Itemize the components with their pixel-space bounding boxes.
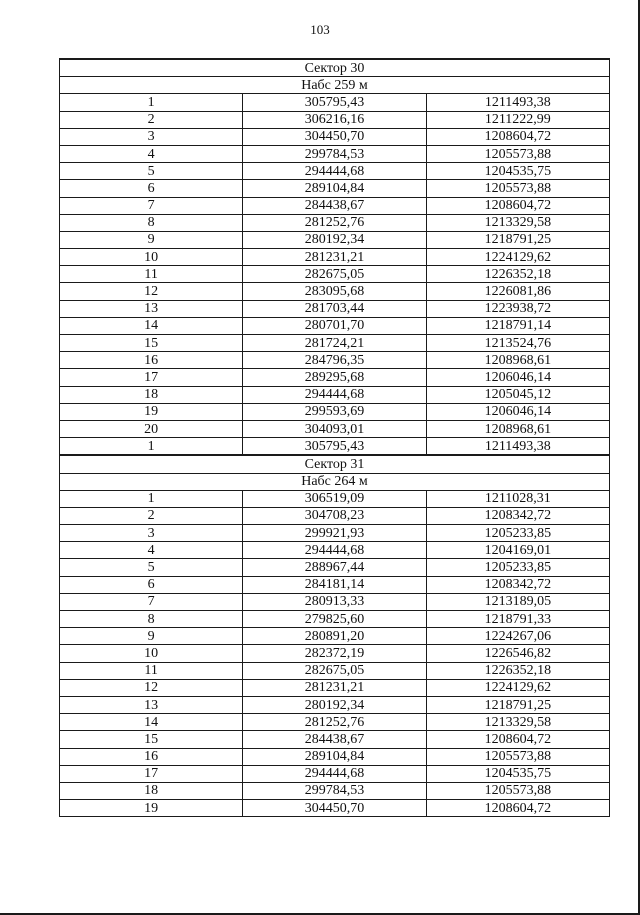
point-number: 18 bbox=[60, 782, 243, 799]
table-row bbox=[60, 559, 610, 576]
coord-x: 280701,70 bbox=[243, 317, 426, 334]
coord-x: 304450,70 bbox=[243, 128, 426, 145]
point-number: 4 bbox=[60, 542, 243, 559]
table-row bbox=[60, 714, 610, 731]
table-row bbox=[60, 266, 610, 283]
point-number: 17 bbox=[60, 369, 243, 386]
coord-x: 306216,16 bbox=[243, 111, 426, 128]
coord-x: 279825,60 bbox=[243, 611, 426, 628]
coord-x: 284438,67 bbox=[243, 197, 426, 214]
coord-x: 284181,14 bbox=[243, 576, 426, 593]
coord-x: 299921,93 bbox=[243, 525, 426, 542]
point-number: 4 bbox=[60, 145, 243, 162]
table-row bbox=[60, 197, 610, 214]
coord-y: 1213329,58 bbox=[426, 214, 609, 231]
table-row bbox=[60, 611, 610, 628]
point-number: 12 bbox=[60, 679, 243, 696]
point-number: 14 bbox=[60, 714, 243, 731]
coord-x: 283095,68 bbox=[243, 283, 426, 300]
coord-x: 281252,76 bbox=[243, 714, 426, 731]
coord-x: 304450,70 bbox=[243, 800, 426, 817]
coord-x: 289295,68 bbox=[243, 369, 426, 386]
coord-x: 305795,43 bbox=[243, 94, 426, 111]
point-number: 2 bbox=[60, 111, 243, 128]
coord-y: 1205045,12 bbox=[426, 386, 609, 403]
coord-x: 304708,23 bbox=[243, 507, 426, 524]
coord-y: 1208342,72 bbox=[426, 507, 609, 524]
coord-x: 284796,35 bbox=[243, 352, 426, 369]
table-row bbox=[60, 335, 610, 352]
coord-x: 280913,33 bbox=[243, 593, 426, 610]
coord-y: 1224129,62 bbox=[426, 249, 609, 266]
point-number: 20 bbox=[60, 420, 243, 437]
coord-x: 305795,43 bbox=[243, 438, 426, 456]
section-height-row bbox=[60, 473, 610, 490]
coord-y: 1213524,76 bbox=[426, 335, 609, 352]
section-title: Сектор 31 bbox=[60, 455, 610, 473]
table-row bbox=[60, 576, 610, 593]
coord-y: 1226352,18 bbox=[426, 266, 609, 283]
coord-x: 281231,21 bbox=[243, 249, 426, 266]
point-number: 8 bbox=[60, 214, 243, 231]
coord-x: 282372,19 bbox=[243, 645, 426, 662]
table-row bbox=[60, 507, 610, 524]
coord-x: 299784,53 bbox=[243, 782, 426, 799]
point-number: 7 bbox=[60, 593, 243, 610]
coord-y: 1211222,99 bbox=[426, 111, 609, 128]
coord-x: 281231,21 bbox=[243, 679, 426, 696]
point-number: 6 bbox=[60, 180, 243, 197]
coord-x: 289104,84 bbox=[243, 748, 426, 765]
table-row bbox=[60, 369, 610, 386]
point-number: 11 bbox=[60, 266, 243, 283]
coord-x: 299784,53 bbox=[243, 145, 426, 162]
table-row bbox=[60, 438, 610, 456]
coord-x: 282675,05 bbox=[243, 662, 426, 679]
coord-y: 1226352,18 bbox=[426, 662, 609, 679]
table-row bbox=[60, 180, 610, 197]
coord-y: 1223938,72 bbox=[426, 300, 609, 317]
point-number: 12 bbox=[60, 283, 243, 300]
point-number: 9 bbox=[60, 628, 243, 645]
point-number: 8 bbox=[60, 611, 243, 628]
section-height: Набс 259 м bbox=[60, 77, 610, 94]
table-row bbox=[60, 593, 610, 610]
coord-x: 299593,69 bbox=[243, 403, 426, 420]
table-row bbox=[60, 317, 610, 334]
table-row bbox=[60, 94, 610, 111]
point-number: 5 bbox=[60, 559, 243, 576]
coord-y: 1213189,05 bbox=[426, 593, 609, 610]
point-number: 5 bbox=[60, 163, 243, 180]
coord-y: 1218791,25 bbox=[426, 696, 609, 713]
table-row bbox=[60, 214, 610, 231]
coord-y: 1208604,72 bbox=[426, 197, 609, 214]
point-number: 11 bbox=[60, 662, 243, 679]
coord-y: 1224267,06 bbox=[426, 628, 609, 645]
coord-y: 1218791,33 bbox=[426, 611, 609, 628]
section-title: Сектор 30 bbox=[60, 59, 610, 77]
table-row bbox=[60, 231, 610, 248]
coord-y: 1206046,14 bbox=[426, 403, 609, 420]
coord-y: 1226546,82 bbox=[426, 645, 609, 662]
point-number: 10 bbox=[60, 249, 243, 266]
coord-x: 289104,84 bbox=[243, 180, 426, 197]
coord-x: 306519,09 bbox=[243, 490, 426, 507]
table-row bbox=[60, 679, 610, 696]
coord-x: 284438,67 bbox=[243, 731, 426, 748]
coord-y: 1218791,25 bbox=[426, 231, 609, 248]
table-row bbox=[60, 145, 610, 162]
coord-x: 304093,01 bbox=[243, 420, 426, 437]
coord-y: 1211493,38 bbox=[426, 438, 609, 456]
coord-y: 1213329,58 bbox=[426, 714, 609, 731]
coord-y: 1226081,86 bbox=[426, 283, 609, 300]
point-number: 9 bbox=[60, 231, 243, 248]
coord-x: 281724,21 bbox=[243, 335, 426, 352]
point-number: 16 bbox=[60, 352, 243, 369]
coord-x: 294444,68 bbox=[243, 163, 426, 180]
coord-y: 1208604,72 bbox=[426, 128, 609, 145]
table-row bbox=[60, 128, 610, 145]
table-row bbox=[60, 420, 610, 437]
coord-x: 294444,68 bbox=[243, 765, 426, 782]
point-number: 3 bbox=[60, 128, 243, 145]
table-row bbox=[60, 628, 610, 645]
coord-y: 1205573,88 bbox=[426, 145, 609, 162]
coord-x: 294444,68 bbox=[243, 542, 426, 559]
table-row bbox=[60, 249, 610, 266]
coord-y: 1205233,85 bbox=[426, 525, 609, 542]
coord-x: 288967,44 bbox=[243, 559, 426, 576]
section-title-row bbox=[60, 455, 610, 473]
point-number: 3 bbox=[60, 525, 243, 542]
table-row bbox=[60, 111, 610, 128]
point-number: 19 bbox=[60, 403, 243, 420]
table-row bbox=[60, 662, 610, 679]
coord-y: 1204169,01 bbox=[426, 542, 609, 559]
coordinates-table-body bbox=[60, 59, 610, 817]
point-number: 1 bbox=[60, 94, 243, 111]
coord-y: 1208604,72 bbox=[426, 731, 609, 748]
coord-y: 1205573,88 bbox=[426, 748, 609, 765]
page-number: 103 bbox=[310, 22, 330, 37]
coord-x: 280192,34 bbox=[243, 696, 426, 713]
coord-y: 1208968,61 bbox=[426, 420, 609, 437]
table-row bbox=[60, 490, 610, 507]
point-number: 13 bbox=[60, 300, 243, 317]
coord-y: 1224129,62 bbox=[426, 679, 609, 696]
table-row bbox=[60, 765, 610, 782]
coord-y: 1205573,88 bbox=[426, 180, 609, 197]
coord-y: 1208604,72 bbox=[426, 800, 609, 817]
table-row bbox=[60, 283, 610, 300]
coord-x: 280192,34 bbox=[243, 231, 426, 248]
coord-x: 281252,76 bbox=[243, 214, 426, 231]
table-row bbox=[60, 696, 610, 713]
point-number: 1 bbox=[60, 438, 243, 456]
coord-x: 294444,68 bbox=[243, 386, 426, 403]
coord-y: 1204535,75 bbox=[426, 163, 609, 180]
coord-x: 282675,05 bbox=[243, 266, 426, 283]
point-number: 7 bbox=[60, 197, 243, 214]
table-row bbox=[60, 748, 610, 765]
coordinates-table bbox=[59, 58, 610, 817]
table-row bbox=[60, 800, 610, 817]
point-number: 19 bbox=[60, 800, 243, 817]
point-number: 2 bbox=[60, 507, 243, 524]
table-row bbox=[60, 525, 610, 542]
point-number: 6 bbox=[60, 576, 243, 593]
section-height-row bbox=[60, 77, 610, 94]
point-number: 15 bbox=[60, 731, 243, 748]
coord-y: 1211493,38 bbox=[426, 94, 609, 111]
table-row bbox=[60, 386, 610, 403]
section-title-row bbox=[60, 59, 610, 77]
table-row bbox=[60, 163, 610, 180]
coord-y: 1208968,61 bbox=[426, 352, 609, 369]
coord-y: 1218791,14 bbox=[426, 317, 609, 334]
point-number: 10 bbox=[60, 645, 243, 662]
section-height: Набс 264 м bbox=[60, 473, 610, 490]
coord-y: 1205573,88 bbox=[426, 782, 609, 799]
coord-y: 1208342,72 bbox=[426, 576, 609, 593]
table-row bbox=[60, 542, 610, 559]
table-row bbox=[60, 352, 610, 369]
point-number: 18 bbox=[60, 386, 243, 403]
point-number: 15 bbox=[60, 335, 243, 352]
table-row bbox=[60, 300, 610, 317]
table-row bbox=[60, 731, 610, 748]
table-row bbox=[60, 645, 610, 662]
coord-y: 1204535,75 bbox=[426, 765, 609, 782]
point-number: 14 bbox=[60, 317, 243, 334]
point-number: 1 bbox=[60, 490, 243, 507]
coord-x: 280891,20 bbox=[243, 628, 426, 645]
coord-x: 281703,44 bbox=[243, 300, 426, 317]
point-number: 13 bbox=[60, 696, 243, 713]
table-row bbox=[60, 782, 610, 799]
coord-y: 1205233,85 bbox=[426, 559, 609, 576]
coord-y: 1206046,14 bbox=[426, 369, 609, 386]
coord-y: 1211028,31 bbox=[426, 490, 609, 507]
point-number: 16 bbox=[60, 748, 243, 765]
table-row bbox=[60, 403, 610, 420]
point-number: 17 bbox=[60, 765, 243, 782]
